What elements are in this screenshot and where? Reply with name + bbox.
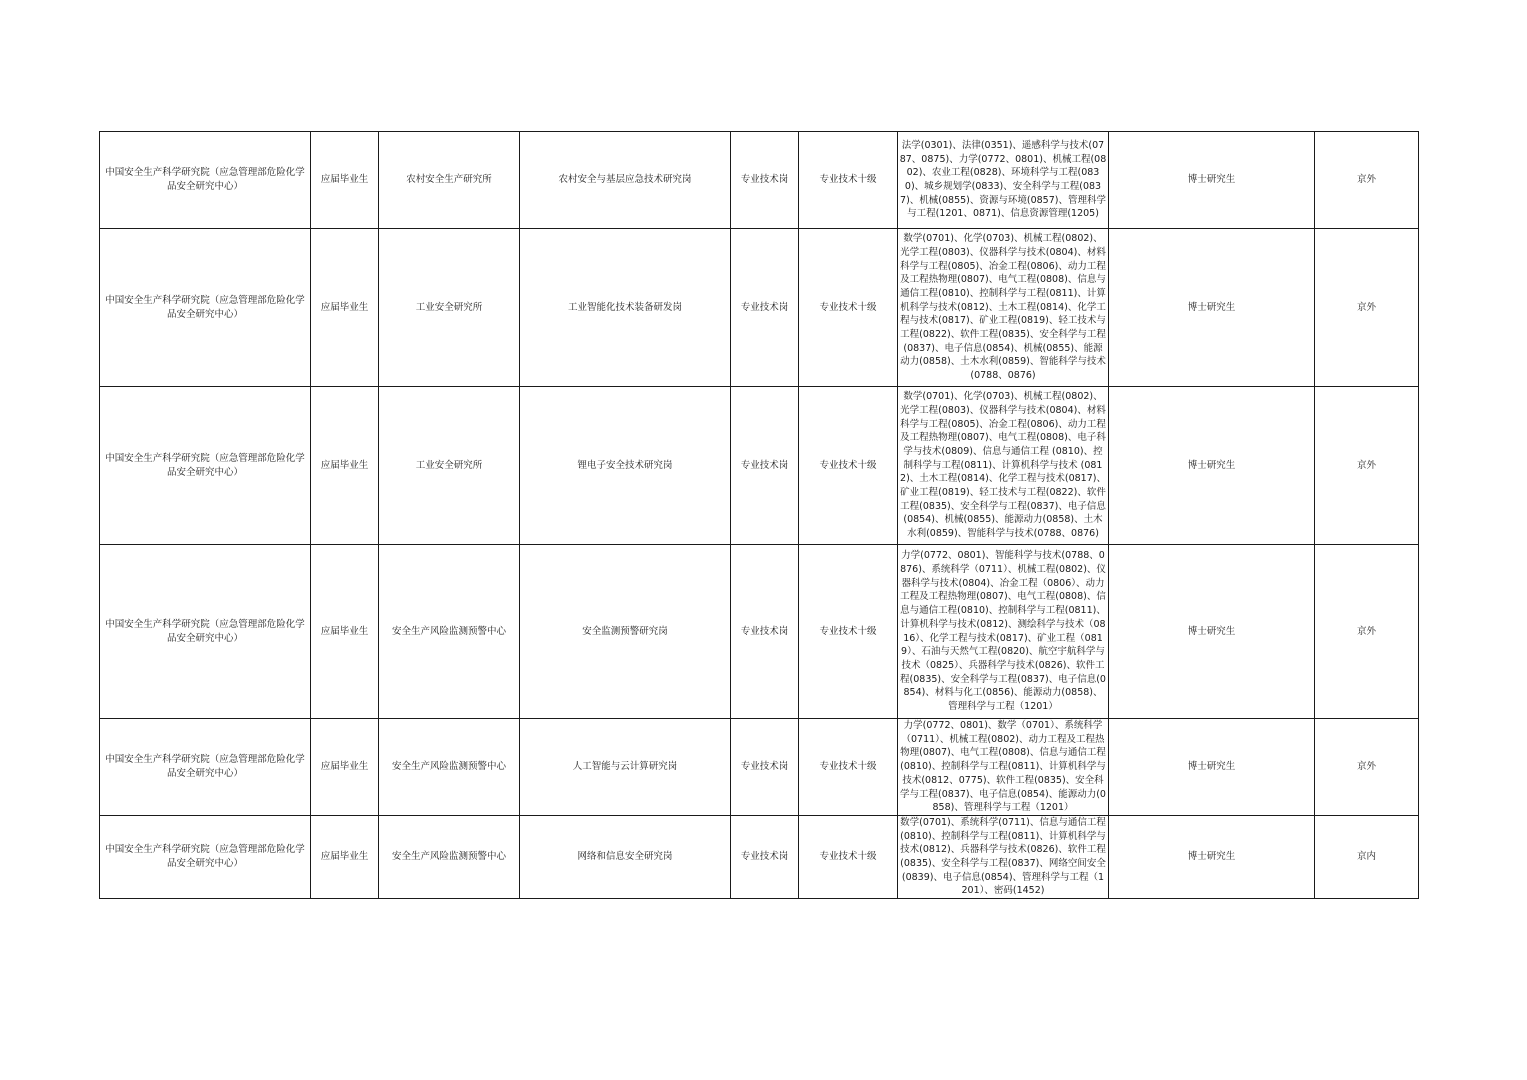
position-cell: 安全监测预警研究岗	[520, 545, 731, 719]
department-cell: 工业安全研究所	[379, 229, 520, 387]
position-cell: 工业智能化技术装备研发岗	[520, 229, 731, 387]
education-cell: 博士研究生	[1109, 719, 1315, 816]
origin-cell: 京内	[1315, 815, 1419, 898]
post-level-cell: 专业技术十级	[799, 815, 898, 898]
origin-cell: 京外	[1315, 387, 1419, 545]
candidate-type-cell: 应届毕业生	[311, 387, 379, 545]
department-cell: 安全生产风险监测预警中心	[379, 719, 520, 816]
table-row	[100, 229, 1419, 387]
candidate-type-cell: 应届毕业生	[311, 815, 379, 898]
origin-cell: 京外	[1315, 132, 1419, 229]
post-level-cell: 专业技术十级	[799, 229, 898, 387]
position-cell: 锂电子安全技术研究岗	[520, 387, 731, 545]
unit-cell: 中国安全生产科学研究院（应急管理部危险化学品安全研究中心）	[100, 229, 311, 387]
education-cell: 博士研究生	[1109, 545, 1315, 719]
post-level-cell: 专业技术十级	[799, 132, 898, 229]
post-category-cell: 专业技术岗	[731, 719, 799, 816]
table-row	[100, 132, 1419, 229]
majors-cell: 力学(0772、0801)、数学（0701）、系统科学（0711）、机械工程(0802)、动力工程及工程热物理(0807)、电气工程(0808)、信息与通信工程(0810)、控制科学与工程(0811)、计算机科学与技术(0812、0775)、软件工程(0835)、安全科学与工程(0837)、电子信息(0854)、能源动力(0858)、管理科学与工程（1201）	[898, 719, 1109, 816]
post-category-cell: 专业技术岗	[731, 387, 799, 545]
majors-cell: 力学(0772、0801)、智能科学与技术(0788、0876)、系统科学（0711）、机械工程(0802)、仪器科学与技术(0804)、冶金工程（0806）、动力工程及工程热物理(0807)、电气工程(0808)、信息与通信工程(0810)、控制科学与工程(0811)、计算机科学与技术(0812)、测绘科学与技术（0816）、化学工程与技术(0817)、矿业工程（0819）、石油与天然气工程(0820)、航空宇航科学与技术（0825）、兵器科学与技术(0826)、软件工程(0835)、安全科学与工程(0837)、电子信息(0854)、材料与化工(0856)、能源动力(0858)、管理科学与工程（1201）	[898, 545, 1109, 719]
education-cell: 博士研究生	[1109, 229, 1315, 387]
majors-cell: 数学(0701)、化学(0703)、机械工程(0802)、光学工程(0803)、仪器科学与技术(0804)、材料科学与工程(0805)、冶金工程(0806)、动力工程及工程热物理(0807)、电气工程(0808)、电子科学与技术(0809)、信息与通信工程 (0810)、控制科学与工程(0811)、计算机科学与技术 (0812)、土木工程(0814)、化学工程与技术(0817)、矿业工程(0819)、轻工技术与工程(0822)、软件工程(0835)、安全科学与工程(0837)、电子信息(0854)、机械(0855)、能源动力(0858)、土木水利(0859)、智能科学与技术(0788、0876)	[898, 387, 1109, 545]
department-cell: 工业安全研究所	[379, 387, 520, 545]
majors-cell: 法学(0301)、法律(0351)、遥感科学与技术(0787、0875)、力学(0772、0801)、机械工程(0802)、农业工程(0828)、环境科学与工程(0830)、城乡规划学(0833)、安全科学与工程(0837)、机械(0855)、资源与环境(0857)、管理科学与工程(1201、0871)、信息资源管理(1205)	[898, 132, 1109, 229]
unit-cell: 中国安全生产科学研究院（应急管理部危险化学品安全研究中心）	[100, 387, 311, 545]
majors-cell: 数学(0701)、系统科学(0711)、信息与通信工程(0810)、控制科学与工程(0811)、计算机科学与技术(0812)、兵器科学与技术(0826)、软件工程(0835)、安全科学与工程(0837)、网络空间安全(0839)、电子信息(0854)、管理科学与工程（1201）、密码(1452)	[898, 815, 1109, 898]
department-cell: 安全生产风险监测预警中心	[379, 545, 520, 719]
post-category-cell: 专业技术岗	[731, 132, 799, 229]
origin-cell: 京外	[1315, 545, 1419, 719]
recruitment-table	[99, 131, 1419, 899]
department-cell: 农村安全生产研究所	[379, 132, 520, 229]
position-cell: 人工智能与云计算研究岗	[520, 719, 731, 816]
table-row	[100, 719, 1419, 816]
origin-cell: 京外	[1315, 229, 1419, 387]
unit-cell: 中国安全生产科学研究院（应急管理部危险化学品安全研究中心）	[100, 719, 311, 816]
department-cell: 安全生产风险监测预警中心	[379, 815, 520, 898]
post-level-cell: 专业技术十级	[799, 545, 898, 719]
candidate-type-cell: 应届毕业生	[311, 229, 379, 387]
candidate-type-cell: 应届毕业生	[311, 132, 379, 229]
post-level-cell: 专业技术十级	[799, 387, 898, 545]
unit-cell: 中国安全生产科学研究院（应急管理部危险化学品安全研究中心）	[100, 545, 311, 719]
table-row	[100, 545, 1419, 719]
post-category-cell: 专业技术岗	[731, 545, 799, 719]
table-row	[100, 387, 1419, 545]
position-cell: 农村安全与基层应急技术研究岗	[520, 132, 731, 229]
origin-cell: 京外	[1315, 719, 1419, 816]
post-category-cell: 专业技术岗	[731, 229, 799, 387]
education-cell: 博士研究生	[1109, 387, 1315, 545]
position-cell: 网络和信息安全研究岗	[520, 815, 731, 898]
post-category-cell: 专业技术岗	[731, 815, 799, 898]
unit-cell: 中国安全生产科学研究院（应急管理部危险化学品安全研究中心）	[100, 132, 311, 229]
education-cell: 博士研究生	[1109, 815, 1315, 898]
candidate-type-cell: 应届毕业生	[311, 719, 379, 816]
unit-cell: 中国安全生产科学研究院（应急管理部危险化学品安全研究中心）	[100, 815, 311, 898]
table-row	[100, 815, 1419, 898]
majors-cell: 数学(0701)、化学(0703)、机械工程(0802)、光学工程(0803)、仪器科学与技术(0804)、材料科学与工程(0805)、冶金工程(0806)、动力工程及工程热物理(0807)、电气工程(0808)、信息与通信工程(0810)、控制科学与工程(0811)、计算机科学与技术(0812)、土木工程(0814)、化学工程与技术(0817)、矿业工程(0819)、轻工技术与工程(0822)、软件工程(0835)、安全科学与工程(0837)、电子信息(0854)、机械(0855)、能源动力(0858)、土木水利(0859)、智能科学与技术(0788、0876)	[898, 229, 1109, 387]
post-level-cell: 专业技术十级	[799, 719, 898, 816]
education-cell: 博士研究生	[1109, 132, 1315, 229]
candidate-type-cell: 应届毕业生	[311, 545, 379, 719]
